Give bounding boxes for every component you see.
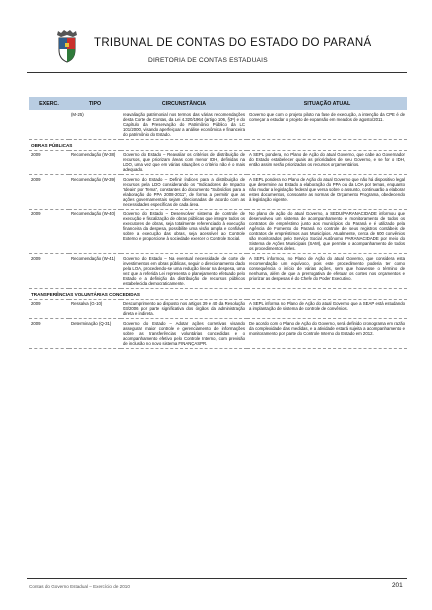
table-row <box>29 110 407 139</box>
page-number: 201 <box>392 582 403 589</box>
table-row <box>29 175 407 210</box>
current-status-cell: A SEPL pondera no Plano de Ação do atual Governo que não há dispositivo legal que determine ao Estado a elaboração do PPA ou da LOA por temas, enquanto não mudar a legislação federal que versa sobre o assunto, continuarão a elaborar estes documentos, consoante as normas de Orçamento Programa, obedecendo à legislação vigente. <box>247 175 407 210</box>
type-cell: Recomendação (W-40) <box>69 209 121 254</box>
exercise-year-cell: 2009 <box>29 209 69 254</box>
current-status-cell: Governo que com o projeto piloto na fase de execução, a intenção da CPE é de começar a estudar o projeto de expansão em meados de agosto/2011. <box>247 110 407 139</box>
table-header-row <box>29 97 407 110</box>
exercise-year-cell: 2009 <box>29 150 69 175</box>
current-status-cell: A SEPL informa no Plano de Ação do atual Governo que a SEAP está estudando a implantação de sistema de controle de convênios. <box>247 299 407 319</box>
recommendations-table <box>29 97 407 349</box>
type-cell: Recomendação (W-39) <box>69 175 121 210</box>
section-label: OBRAS PÚBLICAS <box>29 139 407 150</box>
page-title: TRIBUNAL DE CONTAS DO ESTADO DO PARANÁ <box>94 37 372 49</box>
circumstance-cell: Governo do Estado – Reavaliar os critérios de distribuição de recursos, que priorizam áreas com menor IDH, definidas na LDO, uma vez que em várias situações o critério não é o mais adequado. <box>121 150 247 175</box>
header-rule <box>27 72 407 73</box>
circumstance-cell: Governo do Estado – Adotar ações corretivas visando assegurar maior controle e gerenciamento de informações sobre as transferências voluntárias concedidas e o acompanhamento efetivo pelo Controle Interno, com previsão de inclusão no novo sistema FINANÇASPR. <box>121 319 247 349</box>
table-row <box>29 299 407 319</box>
footer-rule <box>27 578 407 579</box>
subtitle-initial-e: E <box>229 57 234 64</box>
page-subtitle <box>148 57 268 64</box>
type-cell: Determinação (Q-31) <box>69 319 121 349</box>
footer-report-name: Contas do Governo Estadual – Exercício de 2010 <box>29 584 130 589</box>
exercise-year-cell: 2009 <box>29 254 69 289</box>
exercise-year-cell: 2009 <box>29 319 69 349</box>
table-row <box>29 319 407 349</box>
subtitle-initial-c: C <box>198 57 204 64</box>
circumstance-cell: Descumprimento ao disposto nos artigos 39 e 40 da Resolução 03/2006 por parte significativa dos órgãos da administração direta e indireta. <box>121 299 247 319</box>
exercise-year-cell: 2009 <box>29 175 69 210</box>
subtitle-part-iretoria: IRETORIA DE <box>152 57 199 64</box>
column-header-circunstancia: CIRCUNSTÂNCIA <box>121 97 247 110</box>
circumstance-cell: Governo do Estado – Na eventual necessidade de corte de investimentos em obras públicas, seguir o direcionamento dado pela LOA, procedendo-se uma redução linear na despesa, uma vez que a referida Lei representa o planejamento efetuado pelo Estado e a definição da distribuição de recursos públicos estabelecida democraticamente. <box>121 254 247 289</box>
table-row <box>29 150 407 175</box>
current-status-cell: A SEPL pondera, no Plano de Ação do atual Governo, que cabe ao Governador do Estado estabelecer quais as prioridades de seu Governo, e se for o IDH, então assim serão priorizados os recursos orçamentários. <box>247 150 407 175</box>
circumstance-cell: Governo do Estado – Definir índices para a distribuição de recursos pela LDO considerando os "Indicadores de Impacto 'Ideais' por Tema", constantes do documento "Subsídios para a elaboração do PPA 2008-2011", de forma a permitir que as ações governamentais sejam direcionadas de acordo com as necessidades específicas de cada área. <box>121 175 247 210</box>
current-status-cell: No plano de ação do atual Governo, a SEDU/PARANACIDADE informou que desenvolveu um sistema de acompanhamento e monitoramento de todos os contratos de empréstimo junto aos municípios do Paraná e é utilizado pela Agência de Fomento do Paraná no controle de seus registros contábeis de contratos de empréstimos aos Municípios. Atualmente, cerca de 600 convênios são monitorados pelo Serviço Social Autônomo PARANACIDADE por meio do Sistema de Ações Municipais (SAM), que permite o acompanhamento de todos os procedimentos deles. <box>247 209 407 254</box>
type-cell: Recomendação (W-38) <box>69 150 121 175</box>
table-row <box>29 254 407 289</box>
circumstance-cell: Governo do Estado – Desenvolver sistema de controle de execução e fiscalização de obras públicas que integre todos os executores de obras, seja totalmente referenciado à execução financeira da despesa, possibilite uma visão ampla e confiável sobre a execução das obras, seja acessível ao Controle Externo e proporcione à sociedade exercer o Controle Social. <box>121 209 247 254</box>
coat-of-arms-icon <box>52 29 82 63</box>
subtitle-initial-d: D <box>148 57 153 64</box>
table-body <box>29 110 407 348</box>
column-header-exerc: EXERC. <box>29 97 69 110</box>
section-row <box>29 288 407 299</box>
exercise-year-cell: 2009 <box>29 299 69 319</box>
exercise-year-cell <box>29 110 69 139</box>
column-header-situacao: SITUAÇÃO ATUAL <box>247 97 407 110</box>
type-cell: (M-25) <box>69 110 121 139</box>
section-row <box>29 139 407 150</box>
subtitle-part-ontas: ONTAS <box>203 57 230 64</box>
current-status-cell: A SEPL informou, no Plano de Ação do atual Governo, que considera esta recomendação um equívoco, pois este procedimento poderia ter como consequência o início de várias ações, sem que houvesse o término de nenhuma, além de que a prerrogativa de efetuar os cortes nos orçamentos e priorizar as despesas é do Chefe do Poder Executivo. <box>247 254 407 289</box>
column-header-tipo: TIPO <box>69 97 121 110</box>
section-label: TRANSFERÊNCIAS VOLUNTÁRIAS CONCEDIDAS <box>29 288 407 299</box>
subtitle-part-staduais: STADUAIS <box>233 57 268 64</box>
type-cell: Recomendação (W-41) <box>69 254 121 289</box>
circumstance-cell: reavaliação patrimonial nos termos das várias recomendações desta Corte de Contas, da Lei 4.320/1964 (artigo 106, §3º) e do Capítulo da Preservação do Patrimônio Público da LC 101/2000, visando aperfeiçoar a análise econômica e financeira do patrimônio do Estado. <box>121 110 247 139</box>
type-cell: Ressalva (G-10) <box>69 299 121 319</box>
table-row <box>29 209 407 254</box>
current-status-cell: De acordo com o Plano de Ação do Governo, será definido cronograma em razão da complexidade das medidas, e a atividade estará sujeita a acompanhamento e monitoramento por parte do Controle Interno do Estado em 2012. <box>247 319 407 349</box>
